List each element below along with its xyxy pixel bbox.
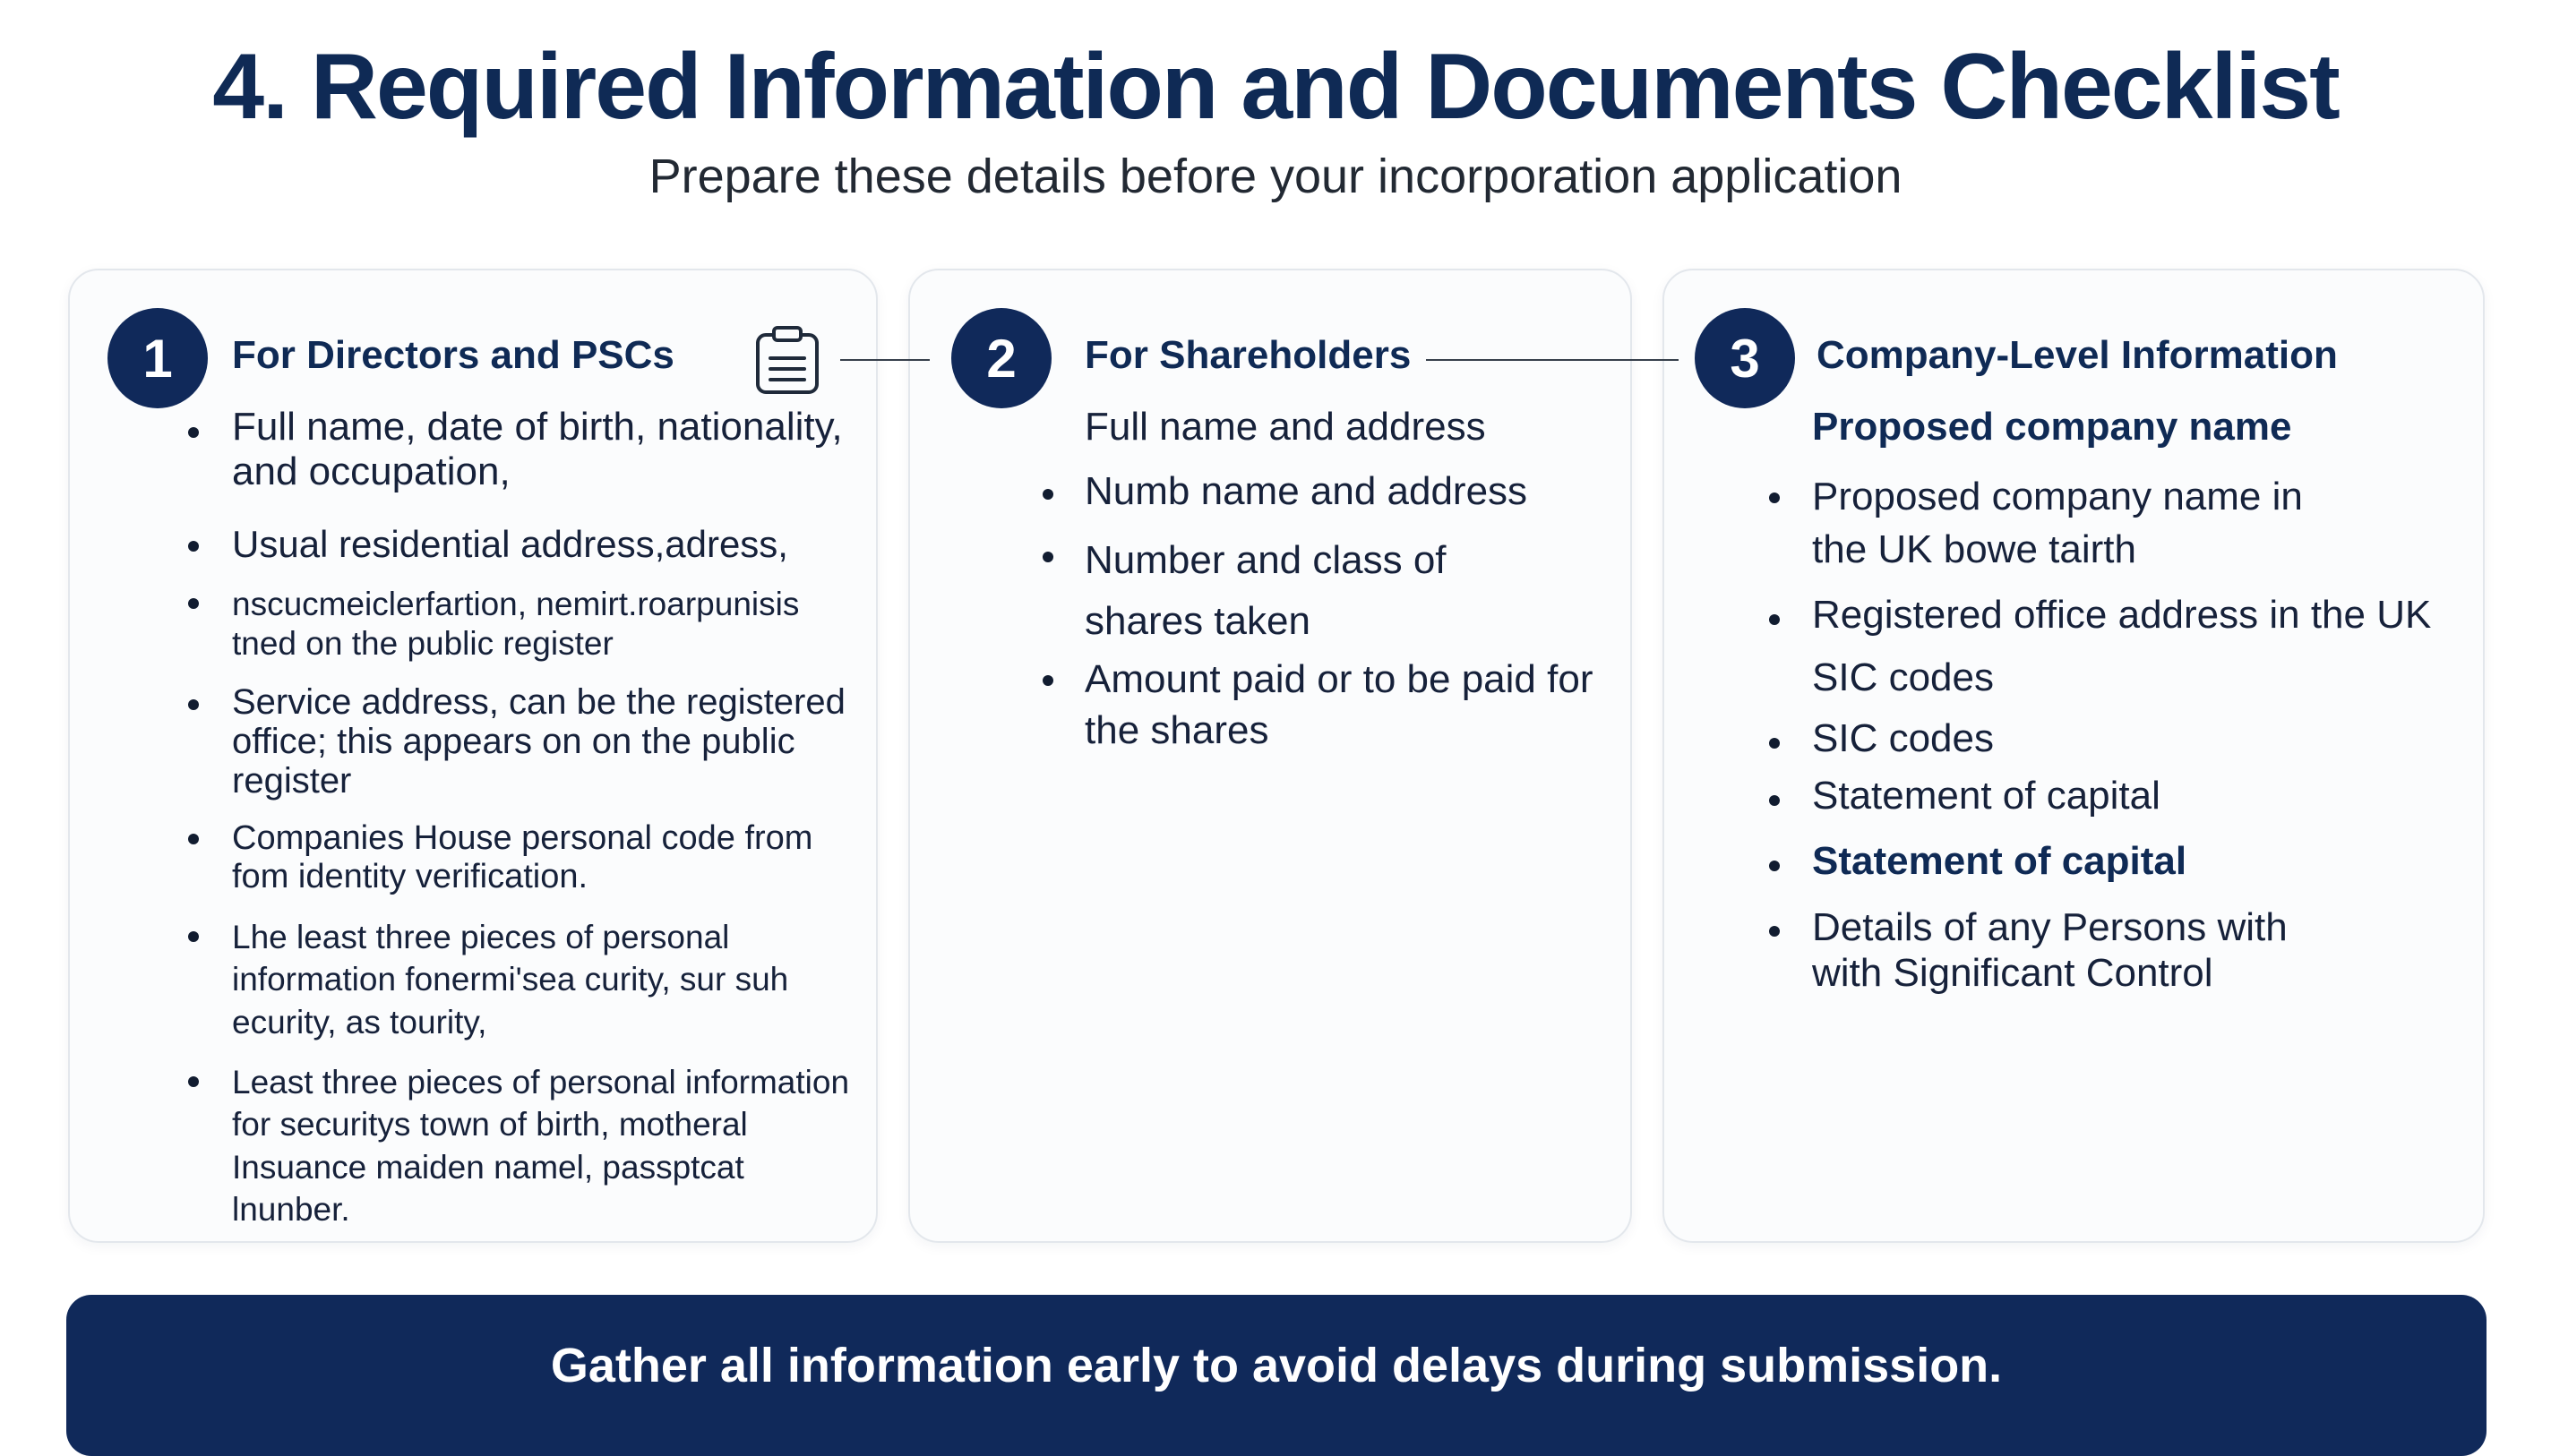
list-item: Full name, date of birth, nationality, and occupation, — [232, 405, 843, 493]
bullet — [188, 834, 199, 844]
list-item: SIC codes — [1812, 716, 1994, 760]
company-info-card-title: Company-Level Information — [1817, 333, 2338, 377]
bullet — [1043, 675, 1053, 686]
bullet — [1769, 492, 1780, 503]
connector-line-1 — [840, 359, 930, 361]
list-item: nscucmeiclerfartion, nemirt.roarpunisis tned on the public register — [232, 586, 800, 663]
bullet — [188, 699, 199, 710]
bullet — [188, 931, 199, 942]
bullet — [1769, 614, 1780, 625]
list-item: Statement of capital — [1812, 774, 2160, 818]
sic-codes-line: SIC codes — [1812, 655, 1994, 699]
list-item: Lhe least three pieces of personal information fonermi'sea curity, sur suh ecurity, as tourity, — [232, 919, 789, 1041]
list-item: Registered office address in the UK — [1812, 593, 2432, 637]
bullet — [188, 1076, 199, 1087]
bullet — [188, 598, 199, 609]
list-item: Least three pieces of personal information for securitys town of birth, motheral Insuance maiden namel, passptcat lnunber. — [232, 1064, 850, 1229]
list-item: Details of any Persons with with Significant Control — [1812, 905, 2288, 996]
bullet — [1043, 552, 1053, 562]
bullet — [1769, 861, 1780, 871]
list-item: Numb name and address — [1085, 469, 1528, 513]
bullet — [1769, 795, 1780, 806]
shareholders-intro: Full name and address — [1085, 405, 1486, 449]
bullet — [188, 541, 199, 552]
connector-line-2 — [1426, 359, 1679, 361]
list-item: Service address, can be the registered office; this appears on on the public register — [232, 682, 846, 801]
shareholders-card-title: For Shareholders — [1085, 333, 1412, 377]
list-item: Number and class of shares taken — [1085, 538, 1447, 644]
clipboard-icon — [754, 324, 820, 396]
list-item: Statement of capital — [1812, 839, 2187, 883]
list-item: Amount paid or to be paid for the shares — [1085, 657, 1593, 753]
proposed-name-heading: Proposed company name — [1812, 405, 2292, 449]
list-item: Usual residential address,adress, — [232, 523, 788, 565]
step-2-badge: 2 — [951, 308, 1052, 408]
page-subtitle: Prepare these details before your incorporation application — [648, 150, 1903, 203]
bullet — [1043, 489, 1053, 500]
list-item: Proposed company name in the UK bowe tairth — [1812, 475, 2303, 571]
list-item: Companies House personal code from fom identity verification. — [232, 819, 813, 895]
bullet — [1769, 926, 1780, 937]
step-1-badge: 1 — [107, 308, 208, 408]
bullet — [1769, 738, 1780, 749]
step-3-badge: 3 — [1695, 308, 1795, 408]
directors-card-title: For Directors and PSCs — [232, 333, 674, 377]
page-title: 4. Required Information and Documents Checklist — [212, 35, 2339, 139]
bullet — [188, 427, 199, 438]
banner-text: Gather all information early to avoid delays during submission. — [550, 1339, 2003, 1392]
